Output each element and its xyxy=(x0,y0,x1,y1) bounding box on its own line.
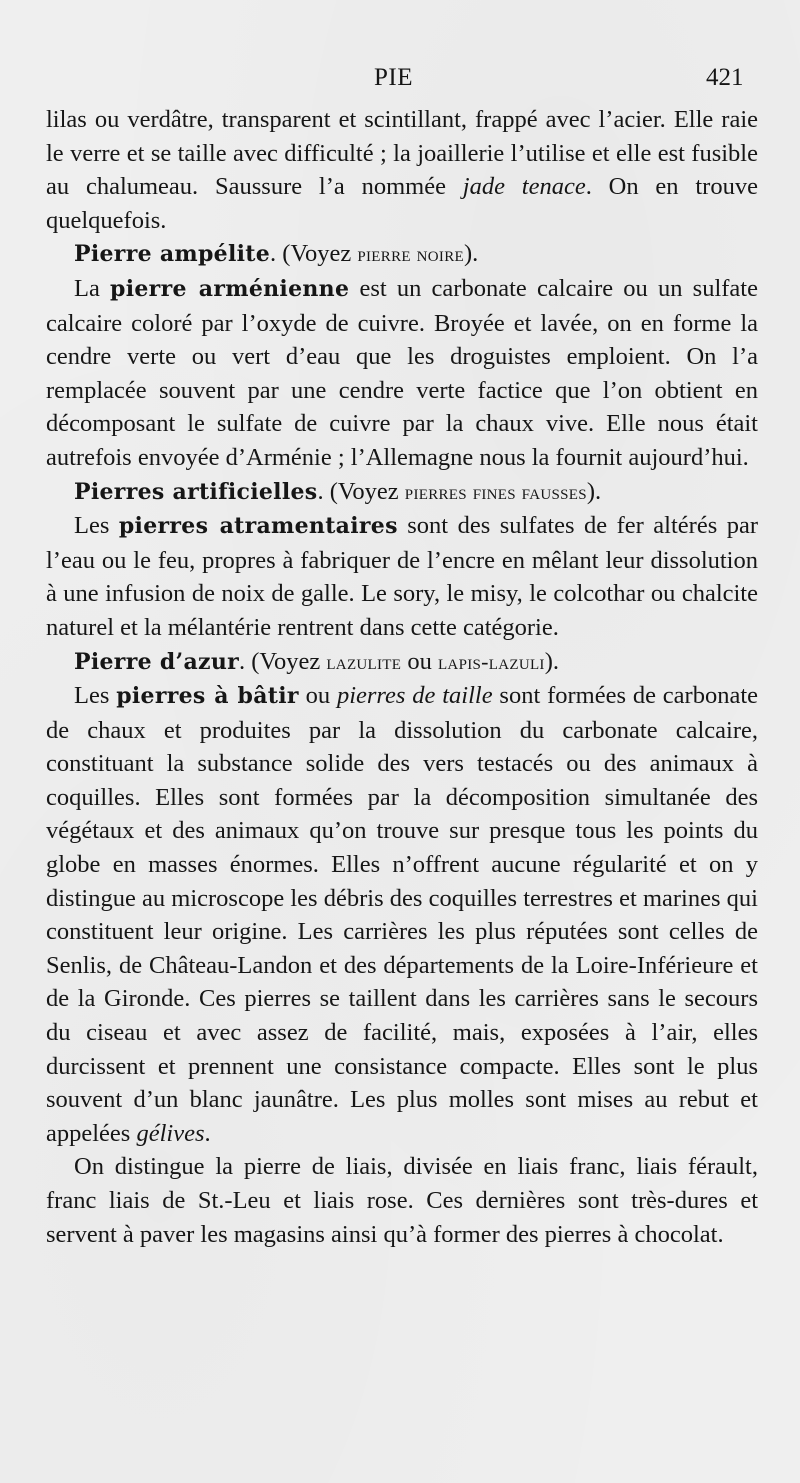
paragraph-pierre-de-liais xyxy=(46,1150,758,1251)
entry-pierres-a-batir xyxy=(46,679,758,1150)
cross-reference: pierres fines fausses xyxy=(404,478,587,504)
text-run: ou xyxy=(401,647,438,675)
cross-reference: pierre noire xyxy=(357,241,464,267)
entry-pierre-armenienne xyxy=(46,272,758,475)
cross-reference: lazulite xyxy=(326,648,402,674)
cross-reference: lapis-lazuli xyxy=(437,648,545,674)
body-text xyxy=(46,103,758,1251)
text-run: ou xyxy=(298,682,337,710)
text-run: . (Voyez xyxy=(239,647,327,675)
text-run: sont formées de carbonate de chaux et produites par la dissolution du carbonate calcaire, constituant la substance solide des vers testacés ou des animaux à coquilles. Elles sont formées par la décomposition simultanée des végétaux et des animaux qu’on trouve sur presque tous les points du globe en masses énormes. Elles n’offrent aucune régularité et on y distingue au microscope les débris des coquilles terrestres et marines qui constituent leur origine. Les carrières les plus réputées sont celles de Senlis, de Château-Landon et des départements de la Loire-Inférieure et de la Gironde. Ces pierres se taillent dans les carrières sans le secours du ciseau et avec assez de facilité, mais, exposées à l’air, elles durcissent et prennent une consistance compacte. Elles sont le plus souvent d’un blanc jaunâtre. Les plus molles sont mises au rebut et appelées xyxy=(46,682,759,1147)
italic-term: gélives xyxy=(136,1119,205,1147)
text-run: . xyxy=(204,1119,211,1147)
running-head-title: PIE xyxy=(374,64,413,91)
text-run: sont des sulfates de fer altérés par l’eau ou le feu, propres à fabriquer de l’encre en mêlant leur dissolution à une infusion de noix de galle. Le sory, le misy, le colcothar ou chalcite naturel et la mélantérie rentrent dans cette catégorie. xyxy=(46,512,759,641)
paragraph-continuation xyxy=(46,103,758,237)
text-run: . On en trouve quelquefois. xyxy=(46,173,758,234)
text-run: est un carbonate calcaire ou un sulfate calcaire coloré par l’oxyde de cuivre. Broyée et lavée, on en forme la cendre verte ou vert d’eau que les droguistes emploient. On l’a remplacée souvent par une cendre verte factice que l’on obtient en décomposant le sulfate de cuivre par la chaux vive. Elle nous était autrefois envoyée d’Arménie ; l’Allemagne nous la fournit aujourd’hui. xyxy=(46,274,758,471)
text-run: . (Voyez xyxy=(317,477,405,505)
page-number: 421 xyxy=(706,64,744,91)
headword: pierre arménienne xyxy=(110,275,350,302)
text-run: On distingue la pierre de liais, divisée en liais franc, liais férault, franc liais de St.-Leu et liais rose. Ces dernières sont très-dures et servent à paver les magasins ainsi qu’à former des pierres à chocolat. xyxy=(46,1153,758,1248)
text-run: ). xyxy=(586,477,602,505)
entry-pierres-artificielles xyxy=(46,475,758,510)
text-run: ). xyxy=(544,647,560,675)
entry-pierres-atramentaires xyxy=(46,509,758,644)
text-run: La xyxy=(74,274,111,302)
text-run: ). xyxy=(463,240,479,268)
text-run: lilas ou verdâtre, transparent et scintillant, frappé avec l’acier. Elle raie le verre et se taille avec difficulté ; la joaillerie l’utilise et elle est fusible au chalumeau. Saussure l’a nommée xyxy=(46,106,758,201)
headword: Pierres artificielles xyxy=(74,478,318,505)
headword: pierres atramentaires xyxy=(118,513,398,540)
entry-pierre-ampelite xyxy=(46,237,758,272)
headword: Pierre d’azur xyxy=(74,648,240,675)
running-head xyxy=(0,60,800,96)
italic-term: pierres de taille xyxy=(336,682,493,710)
italic-term: jade tenace xyxy=(462,173,586,201)
entry-pierre-d-azur xyxy=(46,645,758,680)
text-run: Les xyxy=(74,682,117,710)
headword: pierres à bâtir xyxy=(116,683,299,710)
headword: Pierre ampélite xyxy=(74,241,271,268)
text-run: Les xyxy=(74,512,119,540)
text-run: . (Voyez xyxy=(270,240,358,268)
